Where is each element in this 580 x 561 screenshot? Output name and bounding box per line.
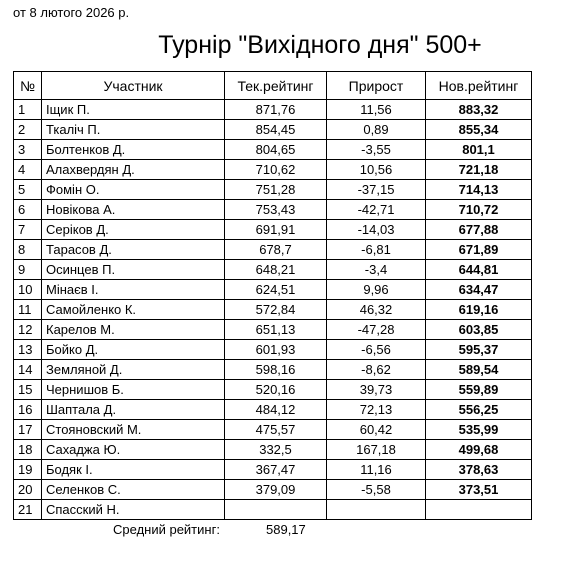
cell-participant: Новікова А. [42,200,225,220]
cell-participant: Болтенков Д. [42,140,225,160]
table-row [14,100,532,120]
cell-number: 8 [14,240,42,260]
cell-current-rating: 598,16 [225,360,327,380]
cell-gain: -3,55 [327,140,426,160]
table-row [14,260,532,280]
cell-new-rating: 671,89 [426,240,532,260]
cell-new-rating: 721,18 [426,160,532,180]
table-row [14,440,532,460]
table-body [14,100,532,520]
table-row [14,180,532,200]
cell-participant: Спасский Н. [42,500,225,520]
header-current-rating: Тек.рейтинг [225,72,327,100]
cell-gain: 11,16 [327,460,426,480]
cell-participant: Алахвердян Д. [42,160,225,180]
cell-current-rating: 332,5 [225,440,327,460]
cell-number: 18 [14,440,42,460]
cell-participant: Сахаджа Ю. [42,440,225,460]
cell-current-rating: 475,57 [225,420,327,440]
cell-number: 13 [14,340,42,360]
cell-new-rating: 499,68 [426,440,532,460]
cell-new-rating: 559,89 [426,380,532,400]
table-row [14,280,532,300]
cell-participant: Серіков Д. [42,220,225,240]
cell-new-rating: 619,16 [426,300,532,320]
table-row [14,160,532,180]
cell-current-rating: 601,93 [225,340,327,360]
cell-gain: 0,89 [327,120,426,140]
cell-participant: Мінаєв І. [42,280,225,300]
table-row [14,220,532,240]
table-row [14,200,532,220]
cell-gain: 11,56 [327,100,426,120]
cell-participant: Ткаліч П. [42,120,225,140]
cell-new-rating: 855,34 [426,120,532,140]
cell-current-rating: 804,65 [225,140,327,160]
cell-current-rating: 572,84 [225,300,327,320]
cell-current-rating: 624,51 [225,280,327,300]
cell-new-rating: 801,1 [426,140,532,160]
cell-gain: 10,56 [327,160,426,180]
cell-current-rating: 751,28 [225,180,327,200]
cell-new-rating: 883,32 [426,100,532,120]
cell-participant: Стояновский М. [42,420,225,440]
cell-number: 19 [14,460,42,480]
cell-new-rating: 595,37 [426,340,532,360]
cell-gain: -8,62 [327,360,426,380]
table-row [14,420,532,440]
cell-participant: Селенков С. [42,480,225,500]
cell-current-rating: 484,12 [225,400,327,420]
cell-number: 1 [14,100,42,120]
cell-gain: -5,58 [327,480,426,500]
cell-new-rating: 714,13 [426,180,532,200]
table-row [14,460,532,480]
cell-gain: 39,73 [327,380,426,400]
table-row [14,140,532,160]
cell-current-rating: 691,91 [225,220,327,240]
cell-participant: Шаптала Д. [42,400,225,420]
tournament-title: Турнір "Вихідного дня" 500+ [158,31,482,59]
cell-current-rating: 753,43 [225,200,327,220]
cell-number: 15 [14,380,42,400]
cell-participant: Фомін О. [42,180,225,200]
cell-participant: Чернишов Б. [42,380,225,400]
cell-gain: -37,15 [327,180,426,200]
cell-current-rating: 710,62 [225,160,327,180]
cell-number: 17 [14,420,42,440]
cell-number: 16 [14,400,42,420]
cell-gain: 46,32 [327,300,426,320]
cell-number: 20 [14,480,42,500]
report-date: от 8 лютого 2026 р. [13,5,130,20]
cell-gain: -6,56 [327,340,426,360]
cell-participant: Іщик П. [42,100,225,120]
cell-number: 12 [14,320,42,340]
cell-gain: 60,42 [327,420,426,440]
table-row [14,400,532,420]
cell-new-rating: 677,88 [426,220,532,240]
cell-participant: Бодяк І. [42,460,225,480]
cell-number: 6 [14,200,42,220]
table-row [14,240,532,260]
cell-current-rating: 678,7 [225,240,327,260]
cell-gain: -42,71 [327,200,426,220]
cell-current-rating: 871,76 [225,100,327,120]
cell-participant: Карелов М. [42,320,225,340]
cell-gain: 72,13 [327,400,426,420]
header-participant: Участник [42,72,225,100]
table-row [14,500,532,520]
cell-gain: -3,4 [327,260,426,280]
cell-number: 9 [14,260,42,280]
cell-number: 3 [14,140,42,160]
cell-number: 14 [14,360,42,380]
cell-number: 2 [14,120,42,140]
table-row [14,380,532,400]
cell-current-rating [225,500,327,520]
cell-participant: Земляной Д. [42,360,225,380]
table-row [14,360,532,380]
cell-number: 4 [14,160,42,180]
cell-gain: 167,18 [327,440,426,460]
average-rating-label: Средний рейтинг: [113,522,220,537]
header-gain: Прирост [327,72,426,100]
cell-number: 7 [14,220,42,240]
table-row [14,320,532,340]
cell-number: 5 [14,180,42,200]
cell-new-rating: 710,72 [426,200,532,220]
table-row [14,480,532,500]
table-header-row [14,72,532,100]
table-row [14,120,532,140]
cell-new-rating: 378,63 [426,460,532,480]
cell-gain: 9,96 [327,280,426,300]
cell-new-rating: 644,81 [426,260,532,280]
table-row [14,300,532,320]
cell-gain: -47,28 [327,320,426,340]
cell-new-rating: 373,51 [426,480,532,500]
header-new-rating: Нов.рейтинг [426,72,532,100]
cell-new-rating: 589,54 [426,360,532,380]
cell-new-rating [426,500,532,520]
header-number: № [14,72,42,100]
cell-participant: Осинцев П. [42,260,225,280]
cell-current-rating: 520,16 [225,380,327,400]
average-rating-value: 589,17 [266,522,306,537]
cell-new-rating: 535,99 [426,420,532,440]
cell-new-rating: 603,85 [426,320,532,340]
cell-current-rating: 367,47 [225,460,327,480]
cell-number: 21 [14,500,42,520]
cell-current-rating: 651,13 [225,320,327,340]
rating-table [13,71,532,520]
cell-number: 11 [14,300,42,320]
cell-participant: Самойленко К. [42,300,225,320]
cell-new-rating: 634,47 [426,280,532,300]
cell-participant: Бойко Д. [42,340,225,360]
cell-gain [327,500,426,520]
cell-new-rating: 556,25 [426,400,532,420]
cell-current-rating: 379,09 [225,480,327,500]
cell-number: 10 [14,280,42,300]
table-row [14,340,532,360]
cell-current-rating: 648,21 [225,260,327,280]
cell-gain: -6,81 [327,240,426,260]
cell-participant: Тарасов Д. [42,240,225,260]
cell-current-rating: 854,45 [225,120,327,140]
cell-gain: -14,03 [327,220,426,240]
